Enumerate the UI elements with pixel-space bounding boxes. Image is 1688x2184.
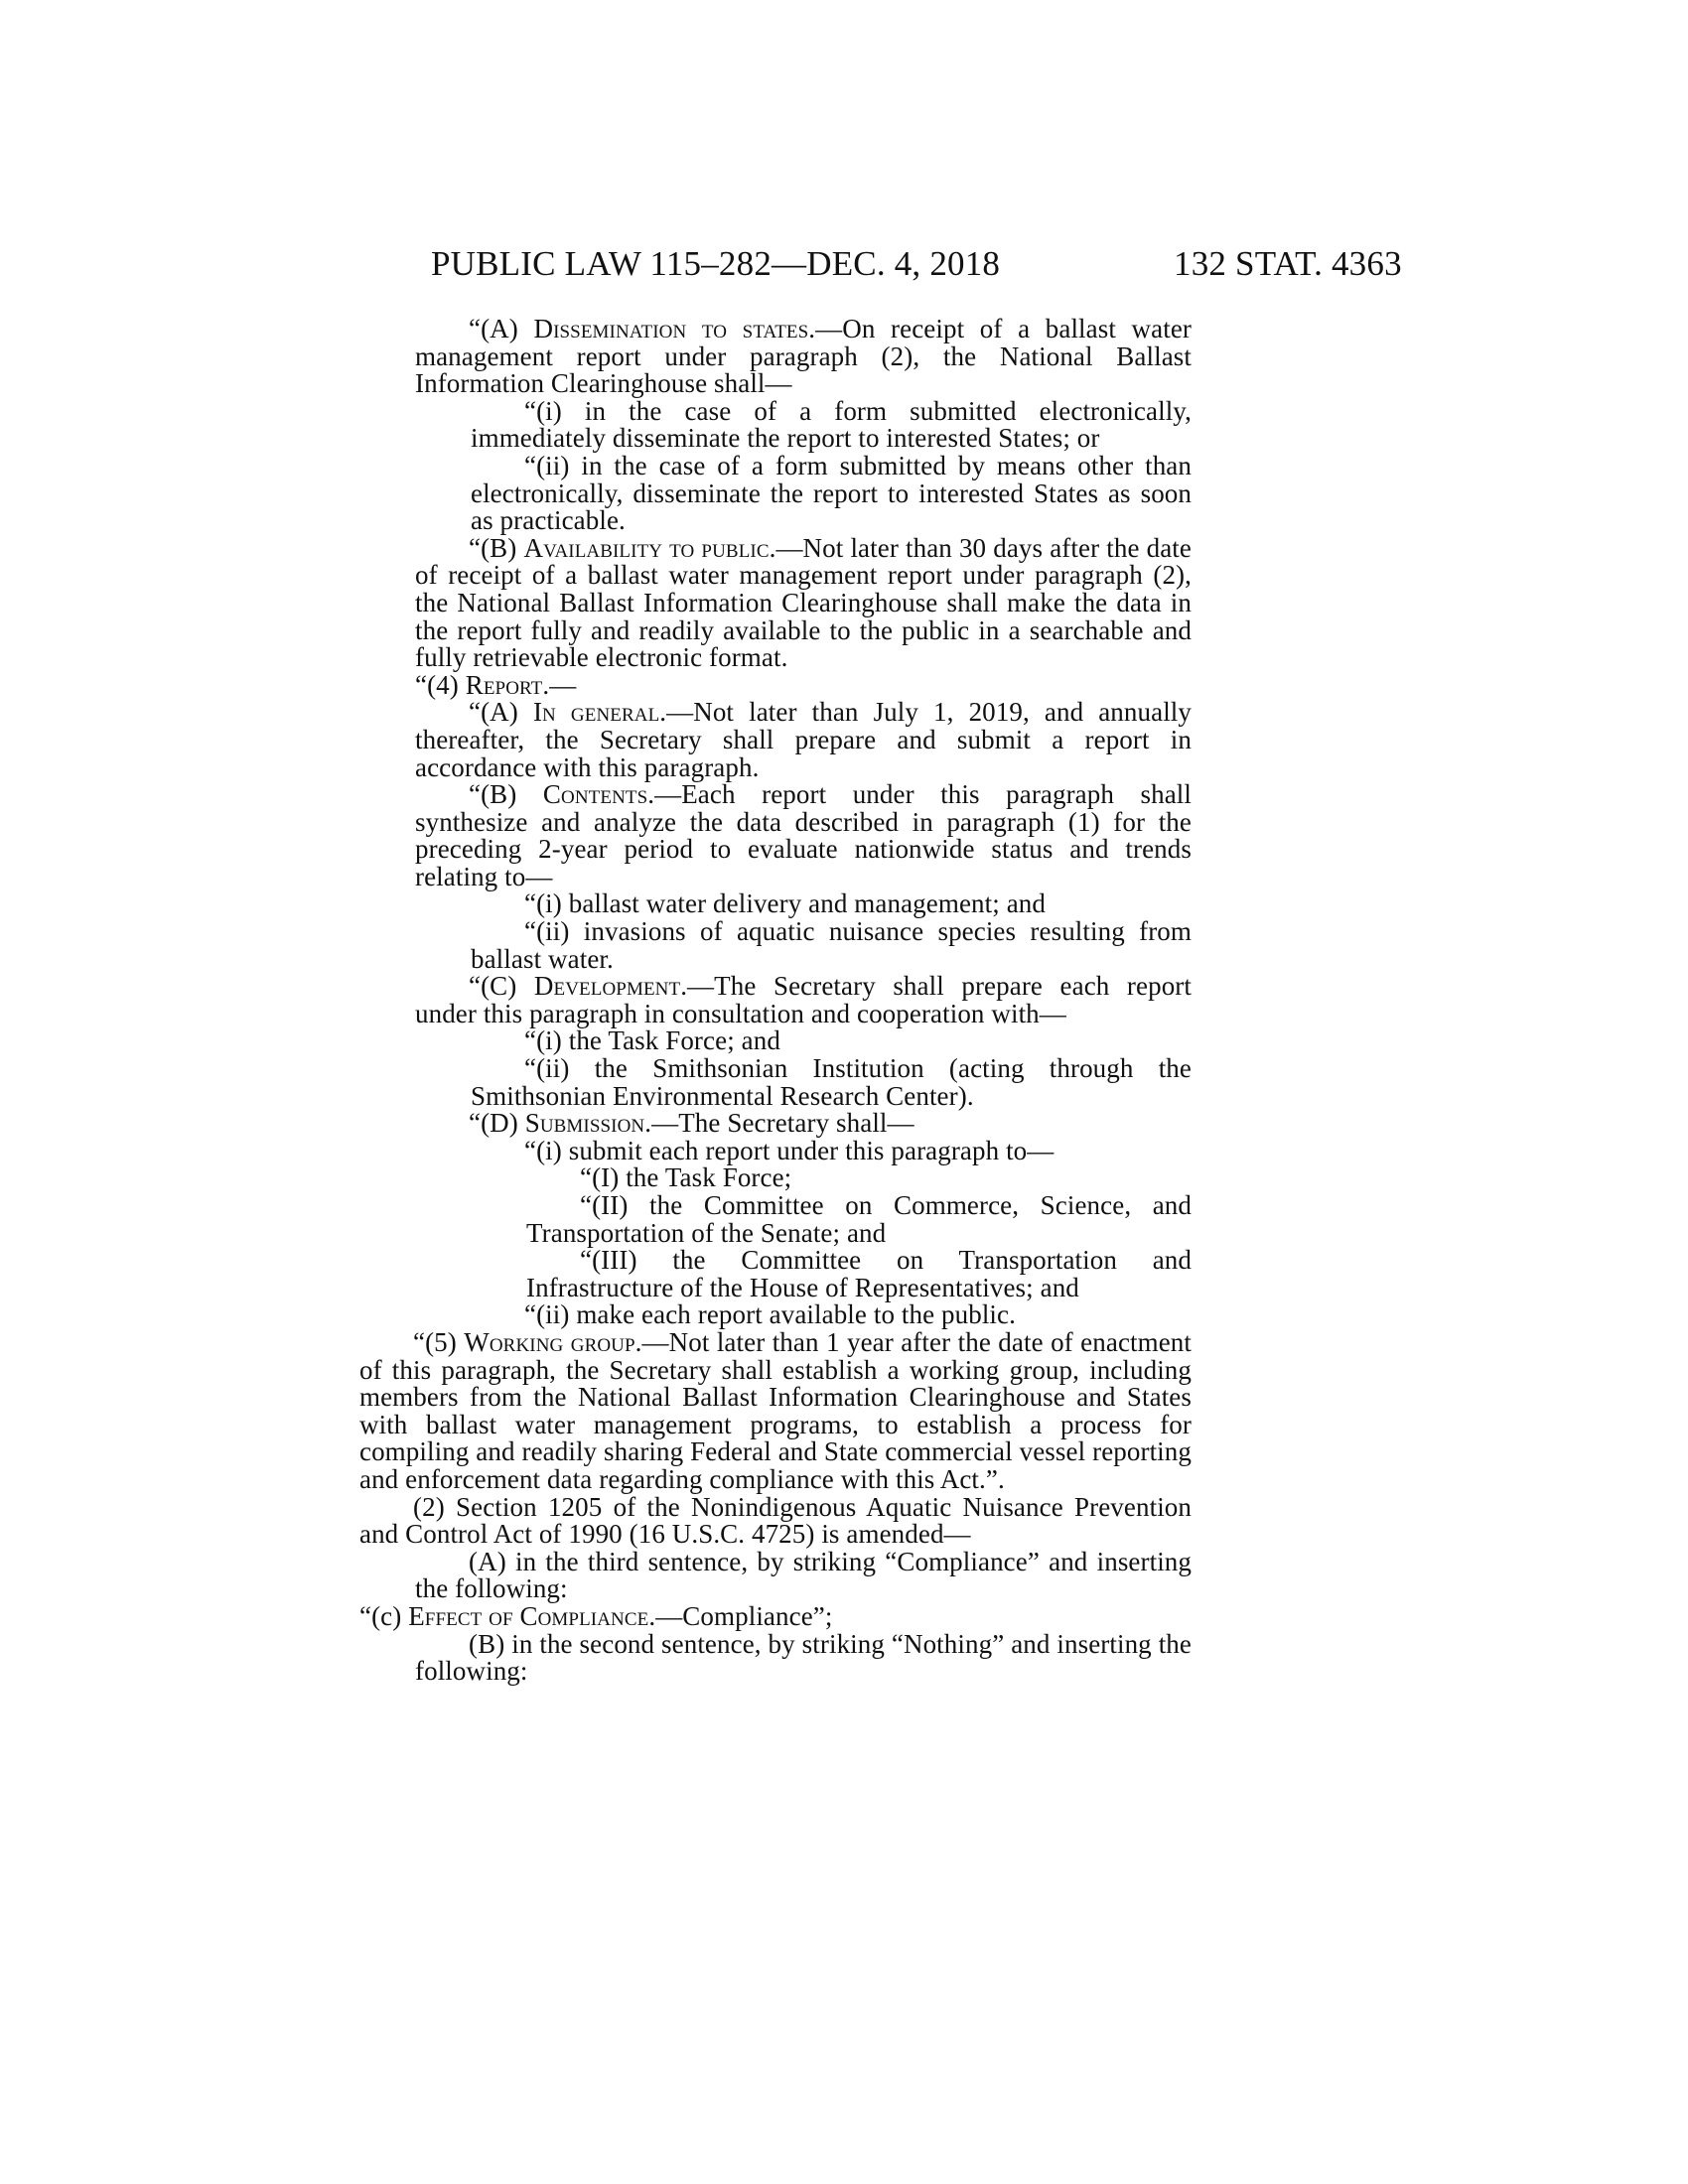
subclause-task-force: “(I) the Task Force; — [580, 1162, 792, 1193]
clause-ballast-water-delivery: “(i) ballast water delivery and management; and — [524, 888, 1046, 919]
paragraph-third-sentence: (A) in the third sentence, by striking “Compliance” and inserting the following: — [415, 1546, 1192, 1604]
paragraph-submission: “(D) Submission.—The Secretary shall— — [469, 1108, 914, 1139]
clause-invasions: “(ii) invasions of aquatic nuisance species resulting from ballast water. — [471, 916, 1192, 974]
paragraph-in-general: “(A) In general.—Not later than July 1, 2019, and annually thereafter, the Secretary shall prepare and submit a report in accordance with this paragraph. — [415, 697, 1192, 782]
clause-electronic-form: “(i) in the case of a form submitted electronically, immediately disseminate the report to interested States; or — [471, 395, 1192, 454]
statute-page-number: 132 STAT. 4363 — [1174, 244, 1402, 283]
subclause-house-committee: “(III) the Committee on Transportation and Infrastructure of the House of Representatives; and — [526, 1245, 1192, 1302]
document-body — [359, 316, 1192, 1686]
clause-task-force: “(i) the Task Force; and — [524, 1025, 780, 1056]
clause-make-available: “(ii) make each report available to the public. — [524, 1299, 1016, 1330]
public-law-citation: PUBLIC LAW 115–282—DEC. 4, 2018 — [431, 244, 1001, 283]
clause-smithsonian: “(ii) the Smithsonian Institution (acting through the Smithsonian Environmental Research Center). — [471, 1053, 1192, 1111]
paragraph-second-sentence: (B) in the second sentence, by striking “Nothing” and inserting the following: — [415, 1628, 1192, 1687]
paragraph-report-heading: “(4) Report.— — [415, 669, 577, 700]
paragraph-section-1205: (2) Section 1205 of the Nonindigenous Aquatic Nuisance Prevention and Control Act of 1990 (16 U.S.C. 4725) is amended— — [359, 1491, 1192, 1550]
paragraph-working-group: “(5) Working group.—Not later than 1 year after the date of enactment of this paragraph, the Secretary shall establish a working group, including members from the National Ballast Information Clearinghouse and States with ballast water management programs, to establish a process for compiling and readily sharing Federal and State commercial vessel reporting and enforcement data regarding compliance with this Act.”. — [359, 1326, 1193, 1494]
clause-submit-report: “(i) submit each report under this paragraph to— — [524, 1135, 1055, 1165]
paragraph-contents: “(B) Contents.—Each report under this paragraph shall synthesize and analyze the data described in paragraph (1) for the preceding 2-year period to evaluate nationwide status and trends relating to— — [415, 779, 1192, 891]
subclause-senate-committee: “(II) the Committee on Commerce, Science, and Transportation of the Senate; and — [526, 1190, 1192, 1248]
page-header — [0, 244, 1688, 294]
paragraph-dissemination-to-states: “(A) Dissemination to states.—On receipt of a ballast water management report under paragraph (2), the National Ballast Information Clearinghouse shall— — [415, 314, 1192, 399]
clause-non-electronic-form: “(ii) in the case of a form submitted by means other than electronically, disseminate the report to interested States as soon as practicable. — [471, 450, 1192, 536]
paragraph-availability-to-public: “(B) Availability to public.—Not later than 30 days after the date of receipt of a ballast water management report under paragraph (2), the National Ballast Information Clearinghouse shall make the data in the report fully and readily available to the public in a searchable and fully retrievable electronic format. — [415, 532, 1192, 673]
paragraph-development: “(C) Development.—The Secretary shall prepare each report under this paragraph in consultation and cooperation with— — [415, 971, 1192, 1028]
paragraph-effect-of-compliance: “(c) Effect of Compliance.—Compliance”; — [359, 1600, 833, 1631]
